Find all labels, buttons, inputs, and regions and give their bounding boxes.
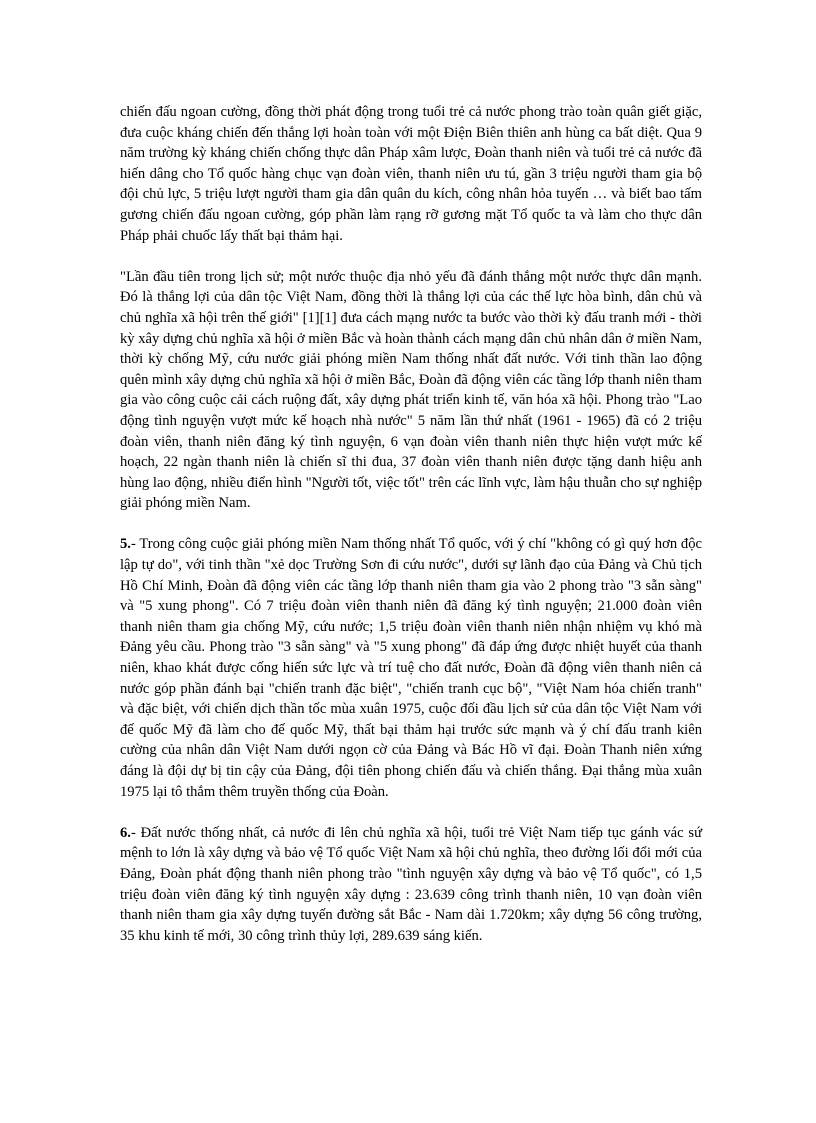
paragraph-4-number: 6. [120, 824, 131, 841]
paragraph-4 [120, 823, 702, 947]
paragraph-2 [120, 267, 702, 514]
paragraph-3-number: 5. [120, 536, 131, 553]
paragraph-4-text: - Đất nước thống nhất, cả nước đi lên chủ nghĩa xã hội, tuổi trẻ Việt Nam tiếp tục gánh vác sứ mệnh to lớn là xây dựng và bảo vệ Tổ quốc Việt Nam xã hội chủ nghĩa, theo đường lối đổi mới của Đảng, Đoàn phát động thanh niên phong trào "tình nguyện xây dựng và bảo vệ Tổ quốc", có 1,5 triệu đoàn viên đăng ký tình nguyện xây dựng : 23.639 công trình thanh niên, 10 vạn đoàn viên thanh niên tham gia xây dựng tuyến đường sắt Bắc - Nam dài 1.720km; xây dựng 56 công trường, 35 khu kinh tế mới, 30 công trình thủy lợi, 289.639 sáng kiến. [120, 824, 702, 944]
paragraph-1-text: chiến đấu ngoan cường, đồng thời phát động trong tuổi trẻ cả nước phong trào toàn quân giết giặc, đưa cuộc kháng chiến đến thắng lợi hoàn toàn với một Điện Biên thiên anh hùng ca bất diệt. Qua 9 năm trường kỳ kháng chiến chống thực dân Pháp xâm lược, Đoàn thanh niên và tuổi trẻ cả nước đã hiến dâng cho Tổ quốc hàng chục vạn đoàn viên, thanh niên ưu tú, gần 3 triệu người tham gia bộ đội chủ lực, 5 triệu lượt người tham gia dân quân du kích, công nhân hỏa tuyến … và biết bao tấm gương chiến đấu ngoan cường, góp phần làm rạng rỡ gương mặt Tổ quốc ta và làm cho thực dân Pháp phải chuốc lấy thất bại thảm hại. [120, 104, 702, 244]
paragraph-1 [120, 102, 702, 246]
paragraph-3-text: - Trong công cuộc giải phóng miền Nam thống nhất Tổ quốc, với ý chí "không có gì quý hơn độc lập tự do", với tinh thần "xẻ dọc Trường Sơn đi cứu nước", dưới sự lãnh đạo của Đảng và Chủ tịch Hồ Chí Minh, Đoàn đã động viên các tầng lớp thanh niên tham gia vào 2 phong trào "3 sẵn sàng" và "5 xung phong". Có 7 triệu đoàn viên thanh niên đã đăng ký tình nguyện; 21.000 đoàn viên thanh niên tham gia chống Mỹ, cứu nước; 1,5 triệu đoàn viên thanh niên nhận nhiệm vụ khó mà Đảng yêu cầu. Phong trào "3 sẵn sàng" và "5 xung phong" đã đáp ứng được nhiệt huyết của thanh niên, khao khát được cống hiến sức lực và trí tuệ cho đất nước, Đoàn đã động viên thanh niên cả nước góp phần đánh bại "chiến tranh đặc biệt", "chiến tranh cục bộ", "Việt Nam hóa chiến tranh" và đặc biệt, với chiến dịch thần tốc mùa xuân 1975, cuộc đối đầu lịch sử của dân tộc Việt Nam với đế quốc Mỹ đã làm cho đế quốc Mỹ, thất bại thảm hại trước sức mạnh và ý chí đấu tranh kiên cường của nhân dân Việt Nam dưới ngọn cờ của Đảng và Bác Hồ vĩ đại. Đoàn Thanh niên xứng đáng là đội dự bị tin cậy của Đảng, đội tiên phong chiến đấu và chiến thắng. Đại thắng mùa xuân 1975 lại tô thắm thêm truyền thống của Đoàn. [120, 536, 702, 800]
document-page [120, 102, 702, 967]
paragraph-2-text: "Lần đầu tiên trong lịch sử; một nước thuộc địa nhỏ yếu đã đánh thắng một nước thực dân mạnh. Đó là thắng lợi của dân tộc Việt Nam, đồng thời là thắng lợi của các thế lực hòa bình, dân chủ và chủ nghĩa xã hội trên thế giới" [1][1] đưa cách mạng nước ta bước vào thời kỳ đấu tranh mới - thời kỳ xây dựng chủ nghĩa xã hội ở miền Bắc và hoàn thành cách mạng dân chủ nhân dân ở miền Nam, thời kỳ chống Mỹ, cứu nước giải phóng miền Nam thống nhất đất nước. Với tinh thần lao động quên mình xây dựng chủ nghĩa xã hội ở miền Bắc, Đoàn đã động viên các tầng lớp thanh niên tham gia vào công cuộc cải cách ruộng đất, xây dựng phát triển kinh tế, văn hóa xã hội. Phong trào "Lao động tình nguyện vượt mức kế hoạch nhà nước" 5 năm lần thứ nhất (1961 - 1965) đã có 2 triệu đoàn viên, thanh niên đăng ký tình nguyện, 6 vạn đoàn viên thanh niên thực hiện vượt mức kế hoạch, 22 ngàn thanh niên là chiến sĩ thi đua, 37 đoàn viên thanh niên được tặng danh hiệu anh hùng lao động, nhiều điển hình "Người tốt, việc tốt" trên các lĩnh vực, làm hậu thuẫn cho sự nghiệp giải phóng miền Nam. [120, 268, 702, 512]
paragraph-3 [120, 534, 702, 802]
